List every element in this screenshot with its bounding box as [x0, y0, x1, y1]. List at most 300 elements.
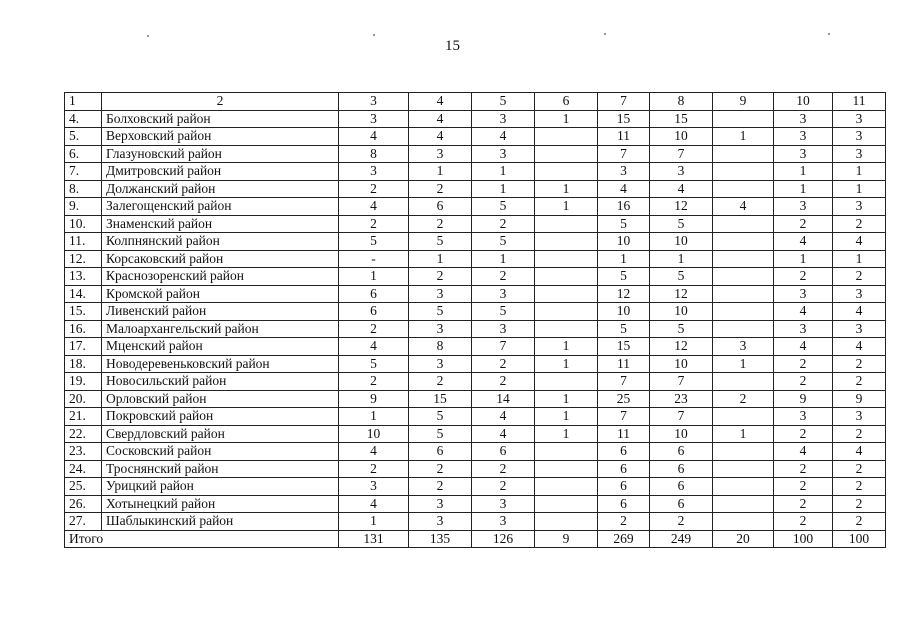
row-index: 24.: [65, 460, 102, 478]
value-cell: 6: [650, 495, 713, 513]
value-cell: 2: [409, 215, 472, 233]
district-name: Залегощенский район: [102, 198, 339, 216]
row-index: 15.: [65, 303, 102, 321]
row-index: 21.: [65, 408, 102, 426]
district-name: Троснянский район: [102, 460, 339, 478]
value-cell: 1: [472, 180, 535, 198]
value-cell: 5: [598, 215, 650, 233]
value-cell: 6: [339, 303, 409, 321]
value-cell: 3: [833, 145, 886, 163]
table-row: [65, 408, 886, 426]
value-cell: 3: [409, 145, 472, 163]
value-cell: 3: [774, 128, 833, 146]
value-cell: 6: [409, 198, 472, 216]
district-name: Свердловский район: [102, 425, 339, 443]
value-cell: 1: [833, 163, 886, 181]
value-cell: 2: [833, 460, 886, 478]
value-cell: 7: [472, 338, 535, 356]
table-row: [65, 303, 886, 321]
value-cell: 1: [535, 355, 598, 373]
value-cell: 3: [774, 408, 833, 426]
value-cell: [713, 460, 774, 478]
value-cell: 3: [774, 145, 833, 163]
value-cell: 4: [650, 180, 713, 198]
value-cell: 4: [774, 233, 833, 251]
value-cell: [535, 373, 598, 391]
value-cell: 10: [650, 355, 713, 373]
table-row: [65, 425, 886, 443]
row-index: 7.: [65, 163, 102, 181]
value-cell: [713, 373, 774, 391]
value-cell: 2: [833, 373, 886, 391]
value-cell: 12: [650, 198, 713, 216]
value-cell: -: [339, 250, 409, 268]
value-cell: 5: [409, 425, 472, 443]
value-cell: 3: [833, 320, 886, 338]
value-cell: 15: [650, 110, 713, 128]
value-cell: 4: [339, 495, 409, 513]
value-cell: 2: [339, 373, 409, 391]
value-cell: 2: [833, 215, 886, 233]
total-label: Итого: [65, 530, 339, 548]
value-cell: 4: [472, 425, 535, 443]
value-cell: 4: [339, 128, 409, 146]
value-cell: [535, 233, 598, 251]
value-cell: 2: [339, 320, 409, 338]
table-row: [65, 338, 886, 356]
value-cell: 5: [472, 198, 535, 216]
column-number-cell: 9: [713, 93, 774, 111]
value-cell: 4: [472, 408, 535, 426]
district-name: Новосильский район: [102, 373, 339, 391]
value-cell: 3: [339, 110, 409, 128]
value-cell: 14: [472, 390, 535, 408]
value-cell: 8: [339, 145, 409, 163]
value-cell: 6: [598, 495, 650, 513]
value-cell: 10: [598, 233, 650, 251]
value-cell: 7: [598, 408, 650, 426]
value-cell: 2: [833, 355, 886, 373]
table-row: [65, 145, 886, 163]
table-row: [65, 443, 886, 461]
value-cell: 16: [598, 198, 650, 216]
value-cell: 6: [650, 443, 713, 461]
value-cell: 3: [833, 408, 886, 426]
table-row: [65, 268, 886, 286]
value-cell: [535, 303, 598, 321]
value-cell: 3: [472, 110, 535, 128]
value-cell: 11: [598, 128, 650, 146]
value-cell: 5: [650, 215, 713, 233]
row-index: 27.: [65, 513, 102, 531]
value-cell: 3: [472, 285, 535, 303]
value-cell: 1: [535, 425, 598, 443]
district-name: Мценский район: [102, 338, 339, 356]
value-cell: 1: [713, 425, 774, 443]
table-row: [65, 513, 886, 531]
value-cell: 4: [713, 198, 774, 216]
value-cell: 6: [598, 443, 650, 461]
value-cell: 5: [598, 268, 650, 286]
value-cell: 2: [833, 268, 886, 286]
value-cell: 1: [535, 408, 598, 426]
district-name: Кромской район: [102, 285, 339, 303]
value-cell: 2: [409, 460, 472, 478]
table-row: [65, 180, 886, 198]
value-cell: 3: [833, 285, 886, 303]
value-cell: 2: [472, 373, 535, 391]
value-cell: 5: [650, 268, 713, 286]
value-cell: 1: [774, 180, 833, 198]
table-row: [65, 250, 886, 268]
value-cell: 3: [833, 198, 886, 216]
table-row: [65, 128, 886, 146]
value-cell: 10: [339, 425, 409, 443]
value-cell: [713, 110, 774, 128]
value-cell: [535, 495, 598, 513]
value-cell: 1: [409, 250, 472, 268]
value-cell: [713, 215, 774, 233]
value-cell: 3: [472, 320, 535, 338]
value-cell: 2: [598, 513, 650, 531]
value-cell: 2: [472, 215, 535, 233]
value-cell: 3: [774, 110, 833, 128]
value-cell: 2: [833, 478, 886, 496]
value-cell: 2: [774, 460, 833, 478]
value-cell: [535, 128, 598, 146]
value-cell: 4: [409, 128, 472, 146]
value-cell: 2: [774, 373, 833, 391]
row-index: 22.: [65, 425, 102, 443]
value-cell: 2: [774, 215, 833, 233]
value-cell: 1: [472, 250, 535, 268]
district-name: Верховский район: [102, 128, 339, 146]
table-row: [65, 478, 886, 496]
value-cell: 3: [409, 495, 472, 513]
district-name: Дмитровский район: [102, 163, 339, 181]
scan-speck: [828, 33, 830, 35]
value-cell: 23: [650, 390, 713, 408]
value-cell: 2: [472, 268, 535, 286]
value-cell: [535, 215, 598, 233]
row-index: 9.: [65, 198, 102, 216]
row-index: 18.: [65, 355, 102, 373]
value-cell: 4: [598, 180, 650, 198]
value-cell: 3: [650, 163, 713, 181]
column-number-cell: 5: [472, 93, 535, 111]
total-value-cell: 269: [598, 530, 650, 548]
value-cell: 3: [713, 338, 774, 356]
value-cell: 6: [472, 443, 535, 461]
value-cell: 4: [339, 338, 409, 356]
value-cell: 3: [409, 320, 472, 338]
value-cell: 7: [650, 408, 713, 426]
value-cell: 9: [774, 390, 833, 408]
row-index: 19.: [65, 373, 102, 391]
value-cell: 5: [472, 233, 535, 251]
row-index: 16.: [65, 320, 102, 338]
row-index: 12.: [65, 250, 102, 268]
column-number-cell: 1: [65, 93, 102, 111]
value-cell: 3: [833, 128, 886, 146]
column-number-cell: 8: [650, 93, 713, 111]
value-cell: [713, 478, 774, 496]
value-cell: 2: [472, 478, 535, 496]
value-cell: [535, 285, 598, 303]
value-cell: [535, 268, 598, 286]
value-cell: 25: [598, 390, 650, 408]
value-cell: 12: [650, 338, 713, 356]
value-cell: 6: [339, 285, 409, 303]
district-name: Глазуновский район: [102, 145, 339, 163]
value-cell: [535, 443, 598, 461]
value-cell: 1: [713, 128, 774, 146]
value-cell: 5: [472, 303, 535, 321]
value-cell: 4: [472, 128, 535, 146]
value-cell: 7: [650, 373, 713, 391]
value-cell: 6: [650, 478, 713, 496]
value-cell: [713, 163, 774, 181]
district-name: Знаменский район: [102, 215, 339, 233]
row-index: 8.: [65, 180, 102, 198]
value-cell: 3: [339, 478, 409, 496]
district-name: Урицкий район: [102, 478, 339, 496]
value-cell: 7: [598, 145, 650, 163]
value-cell: 3: [409, 285, 472, 303]
value-cell: 1: [774, 163, 833, 181]
district-name: Болховский район: [102, 110, 339, 128]
value-cell: 3: [833, 110, 886, 128]
value-cell: [713, 285, 774, 303]
value-cell: 2: [713, 390, 774, 408]
value-cell: [713, 145, 774, 163]
value-cell: 15: [598, 338, 650, 356]
value-cell: 1: [535, 390, 598, 408]
value-cell: [535, 478, 598, 496]
value-cell: 10: [598, 303, 650, 321]
district-name: Малоархангельский район: [102, 320, 339, 338]
value-cell: 2: [472, 355, 535, 373]
value-cell: 1: [598, 250, 650, 268]
scan-speck: [373, 34, 375, 36]
value-cell: 10: [650, 303, 713, 321]
total-value-cell: 249: [650, 530, 713, 548]
value-cell: 3: [774, 285, 833, 303]
total-value-cell: 126: [472, 530, 535, 548]
page-number: 15: [445, 38, 460, 54]
district-name: Новодеревеньковский район: [102, 355, 339, 373]
value-cell: 15: [409, 390, 472, 408]
value-cell: 5: [409, 233, 472, 251]
value-cell: 5: [339, 233, 409, 251]
value-cell: 2: [774, 478, 833, 496]
total-value-cell: 100: [833, 530, 886, 548]
value-cell: [713, 320, 774, 338]
row-index: 25.: [65, 478, 102, 496]
row-index: 11.: [65, 233, 102, 251]
district-name: Сосковский район: [102, 443, 339, 461]
value-cell: 12: [650, 285, 713, 303]
row-index: 5.: [65, 128, 102, 146]
table-row: [65, 198, 886, 216]
value-cell: 1: [339, 408, 409, 426]
table-row: [65, 233, 886, 251]
table-row: [65, 355, 886, 373]
value-cell: 5: [409, 408, 472, 426]
value-cell: 2: [650, 513, 713, 531]
table-row: [65, 163, 886, 181]
value-cell: [535, 460, 598, 478]
value-cell: 2: [409, 180, 472, 198]
value-cell: 2: [339, 460, 409, 478]
column-number-cell: 6: [535, 93, 598, 111]
total-value-cell: 135: [409, 530, 472, 548]
district-name: Орловский район: [102, 390, 339, 408]
value-cell: 5: [339, 355, 409, 373]
column-number-cell: 11: [833, 93, 886, 111]
row-index: 13.: [65, 268, 102, 286]
value-cell: 2: [409, 373, 472, 391]
value-cell: 11: [598, 425, 650, 443]
total-value-cell: 20: [713, 530, 774, 548]
column-number-cell: 4: [409, 93, 472, 111]
value-cell: 2: [774, 355, 833, 373]
row-index: 23.: [65, 443, 102, 461]
value-cell: 2: [833, 425, 886, 443]
value-cell: 1: [713, 355, 774, 373]
value-cell: 4: [339, 198, 409, 216]
value-cell: 2: [339, 180, 409, 198]
value-cell: 2: [774, 513, 833, 531]
value-cell: 1: [535, 180, 598, 198]
value-cell: 8: [409, 338, 472, 356]
value-cell: 2: [774, 495, 833, 513]
value-cell: [713, 303, 774, 321]
value-cell: 1: [339, 513, 409, 531]
value-cell: 4: [774, 443, 833, 461]
value-cell: 1: [472, 163, 535, 181]
value-cell: 4: [833, 303, 886, 321]
value-cell: 1: [535, 198, 598, 216]
value-cell: [713, 408, 774, 426]
total-row: [65, 530, 886, 548]
value-cell: [713, 513, 774, 531]
value-cell: [535, 513, 598, 531]
value-cell: 1: [650, 250, 713, 268]
value-cell: 15: [598, 110, 650, 128]
district-name: Хотынецкий район: [102, 495, 339, 513]
value-cell: 3: [472, 513, 535, 531]
value-cell: 7: [598, 373, 650, 391]
value-cell: 6: [650, 460, 713, 478]
district-name: Ливенский район: [102, 303, 339, 321]
value-cell: [535, 320, 598, 338]
value-cell: 6: [409, 443, 472, 461]
table-row: [65, 495, 886, 513]
value-cell: 2: [409, 268, 472, 286]
value-cell: 1: [535, 338, 598, 356]
column-number-cell: 7: [598, 93, 650, 111]
row-index: 10.: [65, 215, 102, 233]
value-cell: 2: [339, 215, 409, 233]
value-cell: 2: [833, 513, 886, 531]
value-cell: 4: [833, 443, 886, 461]
district-name: Корсаковский район: [102, 250, 339, 268]
value-cell: [713, 180, 774, 198]
total-value-cell: 9: [535, 530, 598, 548]
value-cell: 5: [598, 320, 650, 338]
column-number-cell: 3: [339, 93, 409, 111]
value-cell: [713, 495, 774, 513]
district-name: Краснозоренский район: [102, 268, 339, 286]
column-number-cell: 2: [102, 93, 339, 111]
value-cell: 2: [409, 478, 472, 496]
value-cell: 2: [774, 268, 833, 286]
table-body: [65, 93, 886, 548]
scan-speck: [147, 35, 149, 37]
value-cell: 2: [472, 460, 535, 478]
value-cell: 3: [774, 198, 833, 216]
table-row: [65, 390, 886, 408]
column-number-cell: 10: [774, 93, 833, 111]
value-cell: 4: [774, 338, 833, 356]
value-cell: 3: [472, 495, 535, 513]
table-row: [65, 320, 886, 338]
value-cell: 1: [774, 250, 833, 268]
district-name: Колпнянский район: [102, 233, 339, 251]
value-cell: [535, 145, 598, 163]
row-index: 26.: [65, 495, 102, 513]
value-cell: 3: [409, 513, 472, 531]
value-cell: 3: [339, 163, 409, 181]
value-cell: 4: [833, 233, 886, 251]
value-cell: 10: [650, 425, 713, 443]
value-cell: [713, 233, 774, 251]
value-cell: 1: [833, 180, 886, 198]
value-cell: 2: [774, 425, 833, 443]
value-cell: 4: [409, 110, 472, 128]
value-cell: 1: [339, 268, 409, 286]
value-cell: 7: [650, 145, 713, 163]
value-cell: 1: [409, 163, 472, 181]
value-cell: 12: [598, 285, 650, 303]
district-name: Должанский район: [102, 180, 339, 198]
value-cell: [535, 163, 598, 181]
value-cell: 2: [833, 495, 886, 513]
value-cell: [713, 443, 774, 461]
value-cell: [713, 268, 774, 286]
row-index: 6.: [65, 145, 102, 163]
row-index: 20.: [65, 390, 102, 408]
table-row: [65, 110, 886, 128]
value-cell: 10: [650, 128, 713, 146]
row-index: 14.: [65, 285, 102, 303]
value-cell: 10: [650, 233, 713, 251]
value-cell: 4: [774, 303, 833, 321]
district-name: Покровский район: [102, 408, 339, 426]
table-row: [65, 215, 886, 233]
value-cell: 9: [833, 390, 886, 408]
district-table: [64, 92, 886, 548]
value-cell: 5: [650, 320, 713, 338]
total-value-cell: 100: [774, 530, 833, 548]
scan-speck: [604, 33, 606, 35]
table-row: [65, 373, 886, 391]
value-cell: 3: [472, 145, 535, 163]
value-cell: [535, 250, 598, 268]
table-row: [65, 285, 886, 303]
value-cell: 4: [339, 443, 409, 461]
